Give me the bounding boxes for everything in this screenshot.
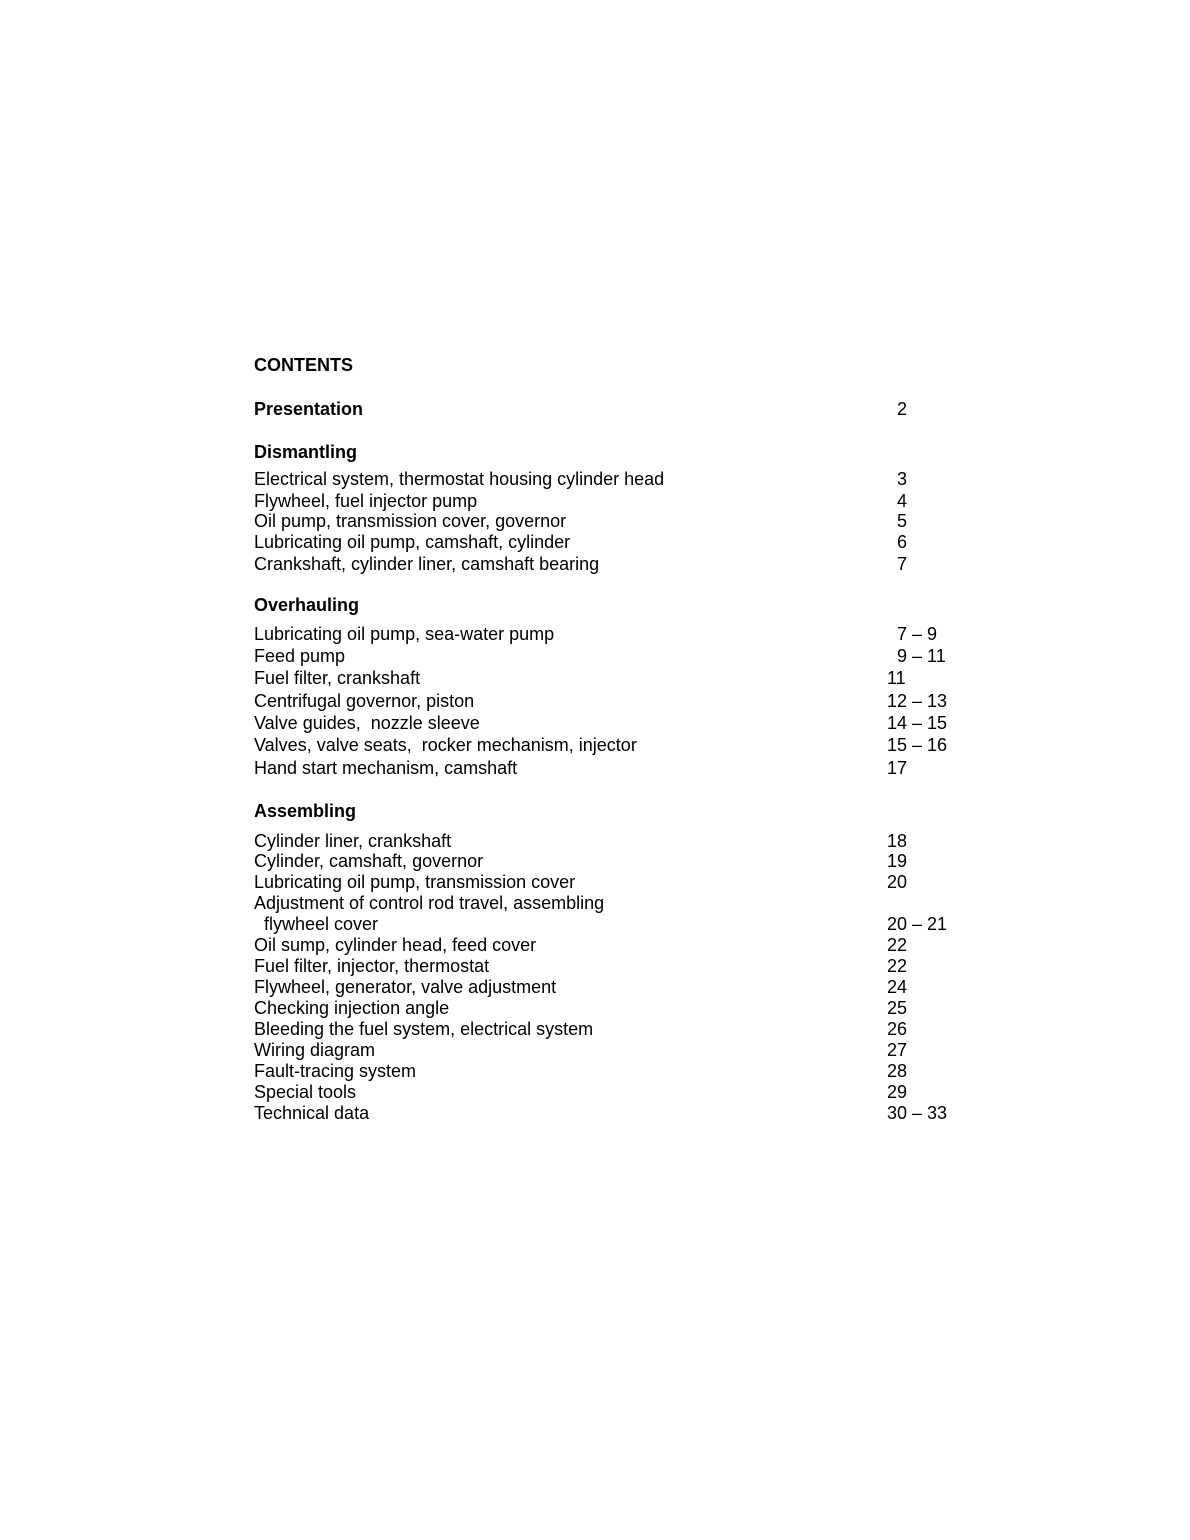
toc-entry-page: 7 – 9 [897, 624, 938, 644]
toc-entry-label: Bleeding the fuel system, electrical system [254, 1019, 594, 1039]
toc-entry-page: 28 [887, 1061, 908, 1081]
toc-entry-page: 20 [887, 872, 908, 892]
toc-entry-label: Technical data [254, 1103, 370, 1123]
toc-entry-label: Oil sump, cylinder head, feed cover [254, 935, 537, 955]
toc-entry-label: Flywheel, generator, valve adjustment [254, 977, 557, 997]
toc-entry-page: 20 – 21 [887, 914, 948, 934]
toc-entry-label: Wiring diagram [254, 1040, 376, 1060]
toc-entry-label: Lubricating oil pump, transmission cover [254, 872, 576, 892]
toc-entry-page: 25 [887, 998, 908, 1018]
toc-entry-label: Lubricating oil pump, camshaft, cylinder [254, 532, 571, 552]
toc-entry-page: 3 [897, 469, 908, 489]
toc-entry-label: Electrical system, thermostat housing cylinder head [254, 469, 665, 489]
toc-entry-page: 4 [897, 491, 908, 511]
toc-entry-page: 18 [887, 831, 908, 851]
toc-entry-label: Fuel filter, injector, thermostat [254, 956, 490, 976]
toc-entry-label: flywheel cover [254, 914, 379, 934]
section-heading-assembling: Assembling [254, 801, 357, 821]
toc-entry-label: Oil pump, transmission cover, governor [254, 511, 567, 531]
toc-entry-label: Special tools [254, 1082, 357, 1102]
toc-entry-page: 7 [897, 554, 908, 574]
toc-entry-label: Adjustment of control rod travel, assembling [254, 893, 605, 913]
toc-entry-page: 26 [887, 1019, 908, 1039]
toc-entry-page: 5 [897, 511, 908, 531]
toc-entry-page: 12 – 13 [887, 691, 948, 711]
toc-entry-label: Valve guides, nozzle sleeve [254, 713, 480, 733]
toc-entry-label: Valves, valve seats, rocker mechanism, injector [254, 735, 637, 755]
toc-entry-label: Cylinder liner, crankshaft [254, 831, 452, 851]
toc-entry-page: 24 [887, 977, 908, 997]
toc-entry-page: 22 [887, 956, 908, 976]
toc-entry-label: Feed pump [254, 646, 346, 666]
toc-entry-label: Lubricating oil pump, sea-water pump [254, 624, 555, 644]
toc-entry-page: 17 [887, 758, 908, 778]
toc-entry-label: Fuel filter, crankshaft [254, 668, 421, 688]
toc-entry-label: Flywheel, fuel injector pump [254, 491, 478, 511]
toc-entry-page: 15 – 16 [887, 735, 948, 755]
section-heading-overhauling: Overhauling [254, 595, 360, 615]
toc-entry-page: 29 [887, 1082, 908, 1102]
toc-entry-label: Fault-tracing system [254, 1061, 417, 1081]
toc-entry-label: Hand start mechanism, camshaft [254, 758, 518, 778]
toc-entry-label: Crankshaft, cylinder liner, camshaft bearing [254, 554, 600, 574]
toc-entry-page: 9 – 11 [897, 646, 946, 666]
section-heading-dismantling: Dismantling [254, 442, 358, 462]
toc-entry-label: Checking injection angle [254, 998, 450, 1018]
toc-entry-label: Centrifugal governor, piston [254, 691, 475, 711]
toc-entry-page: 14 – 15 [887, 713, 948, 733]
presentation-label: Presentation [254, 399, 364, 419]
toc-entry-page: 30 – 33 [887, 1103, 948, 1123]
toc-entry-page: 22 [887, 935, 908, 955]
toc-entry-label: Cylinder, camshaft, governor [254, 851, 484, 871]
toc-entry-page: 19 [887, 851, 908, 871]
toc-entry-page: 6 [897, 532, 908, 552]
page-title: CONTENTS [254, 355, 353, 375]
toc-entry-page: 27 [887, 1040, 908, 1060]
presentation-page: 2 [897, 399, 908, 419]
toc-entry-page: 11 [887, 668, 906, 688]
